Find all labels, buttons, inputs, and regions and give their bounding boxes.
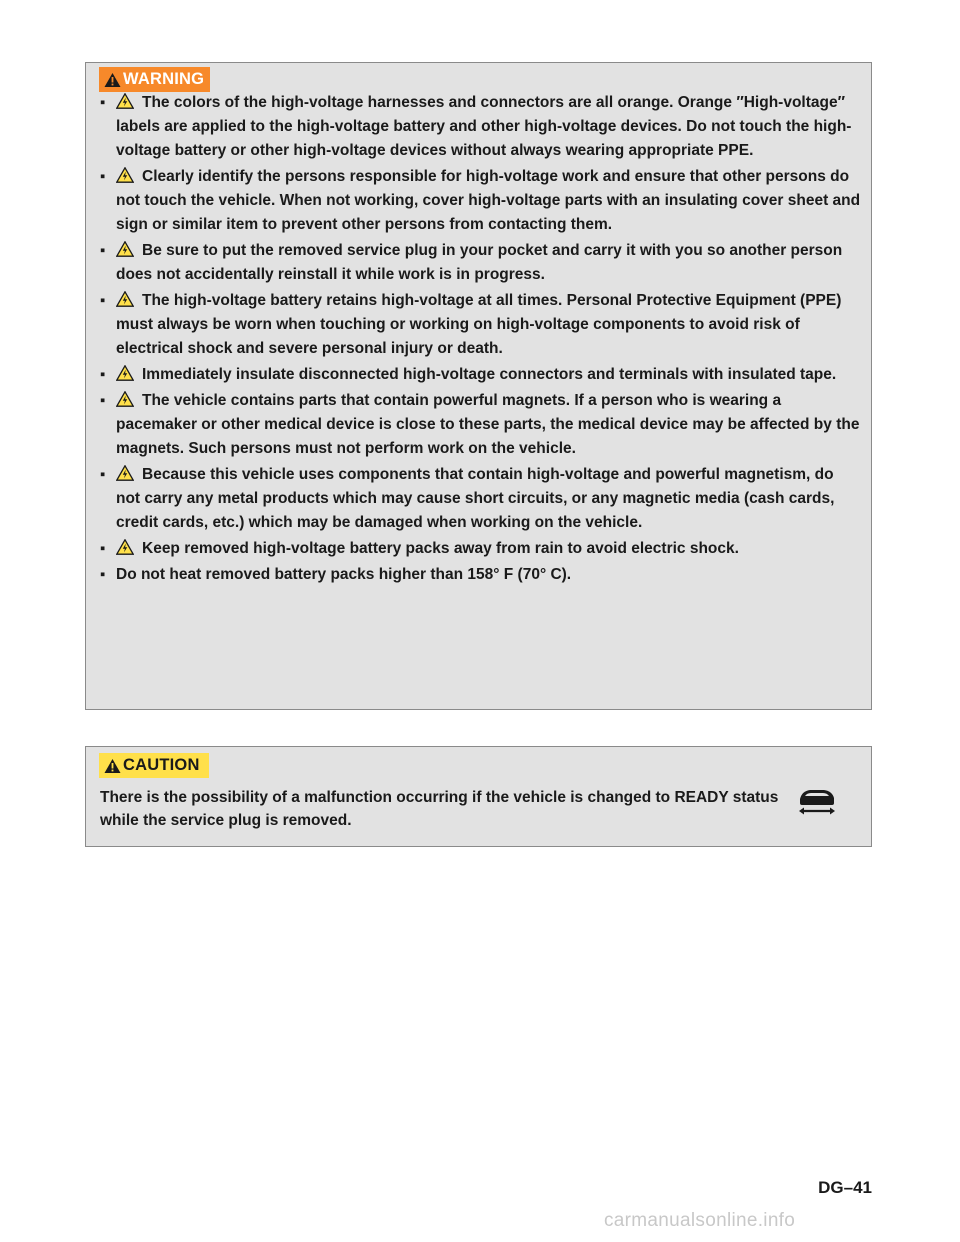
high-voltage-icon <box>116 391 134 407</box>
high-voltage-icon <box>116 241 134 257</box>
caution-panel <box>85 746 872 847</box>
warning-item <box>100 563 861 587</box>
warning-item-text: Do not heat removed battery packs higher than 158° F (70° C). <box>116 566 572 583</box>
warning-item-text: Clearly identify the persons responsible for high-voltage work and ensure that other persons do not touch the vehicle. When not working, cover high-voltage parts with an insulating cover sheet and sign or similar item to prevent other persons from contacting them. <box>116 168 861 233</box>
warning-list <box>100 91 861 589</box>
high-voltage-icon <box>116 465 134 481</box>
bullet: ▪ <box>100 566 106 583</box>
warning-label: WARNING <box>123 70 205 88</box>
high-voltage-icon <box>116 365 134 381</box>
warning-item-text: Keep removed high-voltage battery packs away from rain to avoid electric shock. <box>142 540 739 557</box>
watermark: carmanualsonline.info <box>604 1210 796 1231</box>
warning-item-text: Immediately insulate disconnected high-voltage connectors and terminals with insulated tape. <box>142 366 837 383</box>
warning-item <box>100 363 861 387</box>
caution-label: CAUTION <box>123 756 200 774</box>
bullet: ▪ <box>100 366 106 383</box>
warning-item <box>100 239 861 287</box>
high-voltage-icon <box>116 291 134 307</box>
bullet: ▪ <box>100 466 106 483</box>
bullet: ▪ <box>100 242 106 259</box>
warning-item-text: The vehicle contains parts that contain powerful magnets. If a person who is wearing a pacemaker or other medical device is close to these parts, the medical device may be affected by the magnets. Such persons must not perform work on the vehicle. <box>116 392 860 457</box>
warning-item <box>100 91 861 163</box>
bullet: ▪ <box>100 392 106 409</box>
caution-badge <box>99 753 209 778</box>
warning-item <box>100 537 861 561</box>
bullet: ▪ <box>100 540 106 557</box>
high-voltage-icon <box>116 167 134 183</box>
warning-panel <box>85 62 872 710</box>
warning-item-text: The high-voltage battery retains high-voltage at all times. Personal Protective Equipment (PPE) must always be worn when touching or working on high-voltage components to avoid risk of electrical shock and severe personal injury or death. <box>116 292 842 357</box>
caution-text: There is the possibility of a malfunction occurring if the vehicle is changed to READY status while the service plug is removed. <box>100 789 779 829</box>
warning-item-text: The colors of the high-voltage harnesses and connectors are all orange. Orange ″High-voltage″ labels are applied to the high-voltage battery and other high-voltage devices. Do not touch the high-voltage battery or other high-voltage devices without always wearing appropriate PPE. <box>116 94 852 159</box>
warning-item <box>100 289 861 361</box>
warning-item <box>100 389 861 461</box>
high-voltage-icon <box>116 539 134 555</box>
page-number: DG–41 <box>818 1178 872 1197</box>
warning-item <box>100 463 861 535</box>
warning-badge <box>99 67 210 92</box>
bullet: ▪ <box>100 292 106 309</box>
bullet: ▪ <box>100 94 106 111</box>
vehicle-icon <box>796 785 838 817</box>
warning-item-text: Because this vehicle uses components that contain high-voltage and powerful magnetism, do not carry any metal products which may cause short circuits, or any magnetic media (cash cards, credit cards, etc.) which may be damaged when working on the vehicle. <box>116 466 835 531</box>
alert-triangle-icon <box>104 72 121 88</box>
alert-triangle-icon <box>104 758 121 774</box>
warning-item <box>100 165 861 237</box>
high-voltage-icon <box>116 93 134 109</box>
warning-item-text: Be sure to put the removed service plug in your pocket and carry it with you so another person does not accidentally reinstall it while work is in progress. <box>116 242 843 283</box>
bullet: ▪ <box>100 168 106 185</box>
